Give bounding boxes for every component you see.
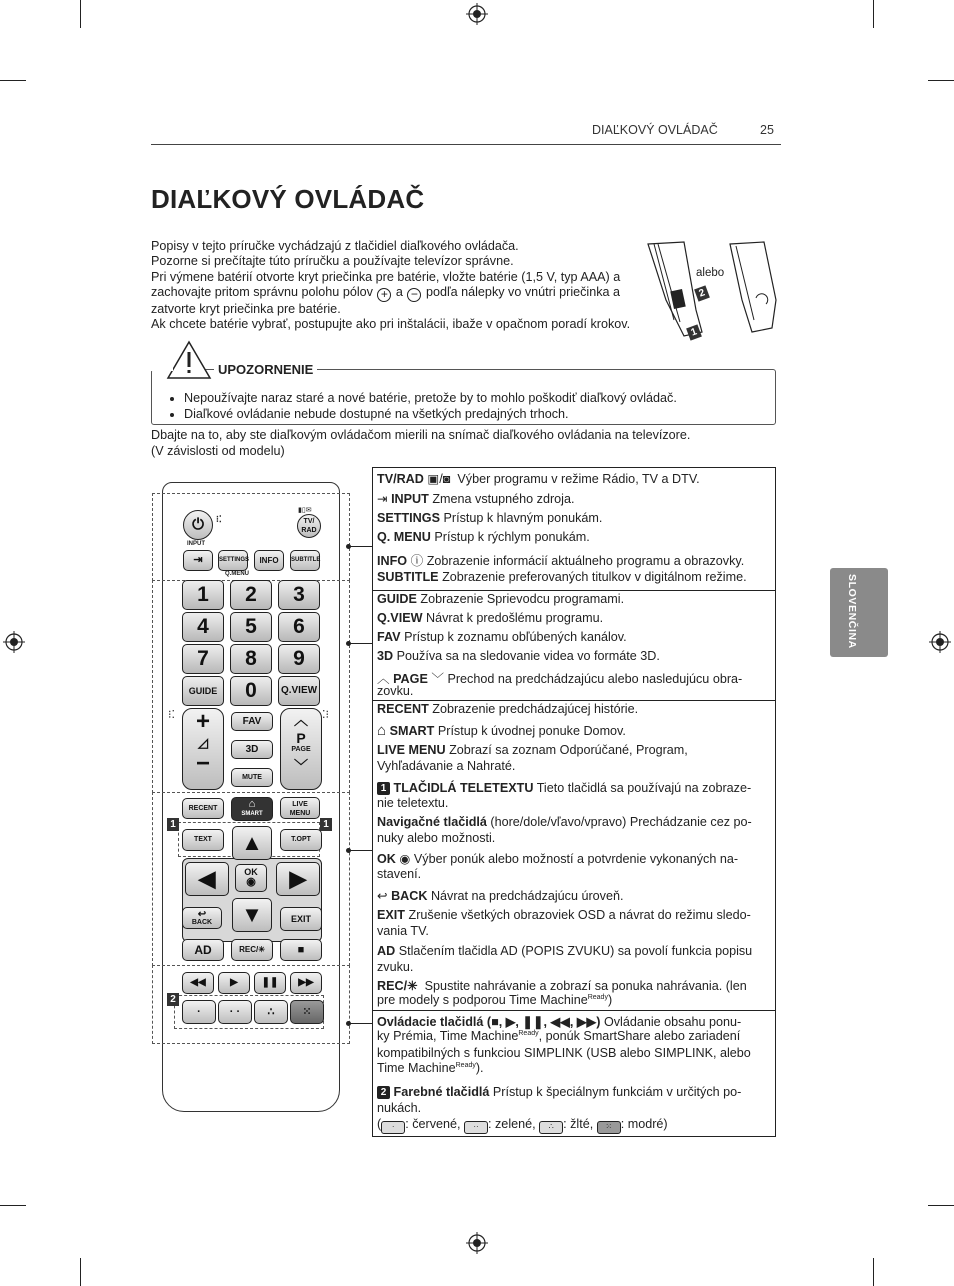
desc-line (377, 1014, 741, 1029)
desc-text: Zmena vstupného zdroja. (432, 492, 575, 506)
back-label: BACK (191, 919, 213, 926)
ad-button[interactable]: AD (182, 939, 224, 961)
desc-key: AD (377, 944, 396, 958)
registration-mark-icon (466, 3, 488, 25)
desc-text: Zobrazenie Sprievodcu programami. (420, 592, 625, 606)
desc-key: INPUT (391, 492, 429, 506)
play-button[interactable]: ▶ (218, 972, 250, 994)
info-button[interactable]: INFO (254, 550, 284, 571)
plus-pole-icon: + (377, 288, 391, 302)
desc-line: nuky alebo možnosti. (377, 831, 496, 845)
description-section-2 (373, 590, 775, 701)
number-key-2[interactable]: 2 (230, 580, 272, 610)
exit-button[interactable]: EXIT (280, 907, 322, 931)
desc-line: nie teletextu. (377, 796, 449, 810)
leader-line (348, 546, 372, 547)
up-arrow-button[interactable]: ▲ (232, 826, 272, 860)
number-key-6[interactable]: 6 (278, 612, 320, 642)
desc-key: Q. MENU (377, 530, 431, 544)
desc-text: Zobrazenie predchádzajúcej histórie. (432, 702, 639, 716)
page-number: 25 (760, 123, 774, 137)
desc-text: pre modely s podporou Time Machine (377, 993, 588, 1007)
desc-line (377, 743, 688, 757)
dots-icon: ⁝⁚ (168, 709, 175, 721)
number-key-4[interactable]: 4 (182, 612, 224, 642)
desc-line: pre modely s podporou Time Machine$^{Ready}$) (377, 993, 613, 1007)
desc-line: Time Machine$^{Ready}$). (377, 1061, 484, 1075)
volume-slope-icon: ◿ (198, 735, 208, 750)
leader-dot (346, 544, 351, 549)
desc-line: Vyhľadávanie a Nahraté. (377, 759, 516, 773)
text-button[interactable]: TEXT (182, 829, 224, 851)
ok-label: OK (244, 867, 258, 877)
desc-text: Prístup k úvodnej ponuke Domov. (437, 724, 626, 738)
number-key-0[interactable]: 0 (230, 676, 272, 706)
description-section-4 (373, 1010, 775, 1137)
info-icon: ⓘ (410, 554, 424, 568)
power-button[interactable]: ⏻ (183, 510, 213, 540)
registration-mark-icon (929, 631, 951, 653)
desc-text: Výber ponúk alebo možností a potvrdenie vykonaných na- (413, 852, 739, 866)
yellow-button[interactable]: ∴ (254, 1000, 288, 1024)
desc-key: OK (377, 852, 396, 866)
button-description-table (372, 467, 776, 1137)
crop-mark (0, 1205, 26, 1206)
tv-radio-icon: ▮▯✉ (298, 507, 312, 514)
desc-text: Stlačením tlačidla AD (POPIS ZVUKU) sa povolí funkcia popisu (398, 944, 753, 958)
desc-key: RECENT (377, 702, 429, 716)
right-arrow-button[interactable]: ▶ (276, 862, 320, 896)
crop-mark (0, 80, 26, 81)
callout-number: 1 (377, 782, 390, 795)
number-key-8[interactable]: 8 (230, 644, 272, 674)
desc-text: Prechod na predchádzajúcu alebo nasledujúcu obra- (447, 672, 743, 686)
crop-mark (928, 80, 954, 81)
caution-divider (272, 362, 782, 363)
note-line: Dbajte na to, aby ste diaľkovým ovládačom mierili na snímač diaľkového ovládania na televízore. (151, 428, 691, 442)
desc-line: stavení. (377, 867, 422, 881)
desc-line (377, 511, 602, 525)
caution-item: • Diaľkové ovládanie nebude dostupné na všetkých predajných trhoch. (184, 406, 677, 422)
desc-key: TV/RAD (377, 472, 424, 486)
desc-key: TLAČIDLÁ TELETEXTU (393, 781, 534, 795)
desc-line (377, 1085, 741, 1099)
crop-mark (928, 1205, 954, 1206)
warning-icon (166, 340, 212, 380)
desc-line (377, 550, 744, 569)
yellow-key-icon: ∴ (539, 1121, 563, 1134)
desc-line (377, 668, 742, 687)
desc-line (377, 908, 751, 922)
remote-group-1 (152, 493, 350, 581)
desc-text: : červené, (405, 1117, 461, 1131)
ok-button[interactable] (235, 864, 267, 892)
desc-key: SETTINGS (377, 511, 440, 525)
leader-line (348, 850, 372, 851)
desc-line (377, 471, 700, 486)
qmenu-label: Q.MENU (225, 571, 249, 577)
rewind-button[interactable]: ◀◀ (182, 972, 214, 994)
desc-text: Návrat k predošlému programu. (425, 611, 604, 625)
note-line: (V závislosti od modelu) (151, 443, 285, 458)
intro-text (151, 239, 661, 332)
desc-key: FAV (377, 630, 401, 644)
intro-line: Popisy v tejto príručke vychádzajú z tlačidiel diaľkového ovládača. (151, 239, 519, 253)
ready-superscript: Ready (518, 1029, 539, 1037)
desc-text: Prístup k rýchlym ponukám. (434, 530, 590, 544)
desc-line (377, 649, 660, 663)
chevron-down-icon: ﹀ (431, 672, 444, 686)
desc-key: Farebné tlačidlá (393, 1085, 490, 1099)
crop-mark (873, 0, 874, 28)
desc-key: GUIDE (377, 592, 417, 606)
chevron-down-icon: ﹀ (294, 758, 308, 774)
description-section-3 (373, 700, 775, 1011)
volume-up-icon: + (195, 708, 210, 735)
desc-line (377, 592, 624, 606)
intro-line: Pri výmene batérií otvorte kryt priečinka pre batérie, vložte batérie (1,5 V, typ AAA) a (151, 269, 621, 284)
dots-icon: ⁚⁝ (322, 709, 329, 721)
mute-button[interactable]: MUTE (231, 768, 273, 787)
green-key-icon: ·· (464, 1121, 488, 1134)
desc-key: SUBTITLE (377, 570, 439, 584)
running-header: DIAĽKOVÝ OVLÁDAČ (592, 123, 718, 137)
intro-fragment: a (395, 284, 403, 299)
crop-mark (873, 1258, 874, 1286)
desc-key: BACK (391, 889, 428, 903)
language-tab (830, 568, 888, 657)
desc-text: Zrušenie všetkých obrazoviek OSD a návrat do režimu sledo- (408, 908, 751, 922)
desc-line (377, 944, 752, 958)
number-key-1[interactable]: 1 (182, 580, 224, 610)
back-button[interactable] (182, 907, 222, 929)
desc-line: kompatibilných s funkciou SIMPLINK (USB alebo SIMPLINK, alebo (377, 1046, 751, 1060)
pause-button[interactable]: ❚❚ (254, 972, 286, 994)
home-icon: ⌂ (377, 722, 387, 739)
green-button[interactable]: · · (218, 1000, 252, 1024)
ok-target-icon: ◉ (246, 876, 256, 888)
subtitle-button[interactable]: SUBTITLE (290, 550, 320, 571)
desc-key: Navigačné tlačidlá (377, 815, 487, 829)
left-arrow-button[interactable]: ◀ (185, 862, 229, 896)
page-rocker[interactable] (280, 708, 322, 790)
step-badge: 2 (694, 285, 710, 301)
desc-text: Prístup k zoznamu obľúbených kanálov. (404, 630, 627, 644)
callout-badge-2: 2 (167, 993, 179, 1006)
chevron-up-icon: ︿ (294, 712, 308, 728)
desc-line (377, 1029, 740, 1043)
input-icon: ⇥ (377, 492, 388, 506)
caution-box (151, 362, 776, 425)
intro-line: Ak chcete batérie vybrať, postupujte ako pri inštalácii, ibaže v opačnom poradí krokov. (151, 317, 631, 332)
tv-radio-icon: ▣/◙ (427, 472, 451, 486)
leader-dot (346, 1021, 351, 1026)
desc-text: : žlté, (563, 1117, 594, 1131)
desc-line (377, 611, 603, 625)
leader-dot (346, 641, 351, 646)
blue-button[interactable]: ⁙ (290, 1000, 324, 1024)
page-label: PAGE (291, 746, 311, 753)
rec-button[interactable]: REC/✳ (231, 939, 273, 961)
desc-line (377, 570, 747, 584)
smart-label: SMART (241, 811, 263, 817)
battery-illustration (644, 240, 778, 344)
desc-text: : zelené, (488, 1117, 536, 1131)
leader-line (348, 643, 372, 644)
stop-button[interactable]: ■ (280, 939, 322, 961)
desc-key: PAGE (393, 672, 428, 686)
dots-icon: ⁝⁚ (216, 514, 222, 524)
step-badge: 1 (686, 324, 702, 340)
desc-line (377, 491, 574, 506)
desc-line (377, 530, 590, 544)
intro-fragment: zachovajte pritom správnu polohu pólov (151, 284, 373, 299)
minus-pole-icon: − (407, 288, 421, 302)
blue-key-icon: ⁙ (597, 1121, 621, 1134)
program-label: P (296, 730, 306, 746)
crop-mark (80, 1258, 81, 1286)
desc-text: , ponúk SmartShare alebo zariadení (538, 1029, 741, 1043)
header-rule (151, 144, 781, 145)
battery-alebo-label: alebo (696, 267, 725, 279)
desc-text: Zobrazí sa zoznam Odporúčané, Program, (449, 743, 688, 757)
desc-text: Výber programu v režime Rádio, TV a DTV. (457, 472, 700, 486)
page-title: DIAĽKOVÝ OVLÁDAČ (151, 184, 425, 214)
ready-superscript: Ready (587, 993, 608, 1001)
registration-mark-icon (3, 631, 25, 653)
desc-line (377, 888, 623, 903)
desc-text: Prístup k špeciálnym funkciám v určitých po- (492, 1085, 742, 1099)
desc-key: INFO (377, 554, 408, 568)
desc-line (377, 781, 751, 795)
desc-line (377, 630, 627, 644)
description-section-1 (373, 468, 775, 590)
down-arrow-button[interactable]: ▼ (232, 898, 272, 932)
desc-line: vania TV. (377, 924, 429, 938)
desc-text: Návrat na predchádzajúcu úroveň. (430, 889, 624, 903)
language-tab-label: SLOVENČINA (846, 574, 858, 649)
volume-rocker[interactable] (182, 708, 224, 790)
desc-text: (hore/dole/vľavo/vpravo) Prechádzanie cez po- (490, 815, 752, 829)
desc-text: Zobrazenie preferovaných titulkov v digitálnom režime. (442, 570, 747, 584)
home-icon: ⌂ (248, 798, 256, 810)
caution-list (152, 390, 677, 422)
leader-line (348, 1023, 372, 1024)
desc-line: zvuku. (377, 960, 414, 974)
callout-badge-1: 1 (320, 818, 332, 831)
intro-line: zatvorte kryt priečinka pre batérie. (151, 301, 341, 316)
volume-down-icon: − (195, 750, 210, 777)
callout-badge-1: 1 (167, 818, 179, 831)
desc-text: Používa sa na sledovanie videa vo formáte 3D. (396, 649, 660, 663)
desc-text: Tieto tlačidlá sa používajú na zobraze- (536, 781, 752, 795)
leader-dot (346, 848, 351, 853)
desc-key: Ovládacie tlačidlá (377, 1015, 484, 1029)
intro-fragment: podľa nálepky vo vnútri priečinka a (425, 284, 621, 299)
desc-key: 3D (377, 649, 394, 663)
intro-line: Pozorne si prečítajte túto príručku a používajte televízor správne. (151, 254, 514, 269)
desc-text: Spustite nahrávanie a zobrazí sa ponuka nahrávania. (len (424, 979, 747, 993)
intro-line (151, 285, 661, 302)
3d-button[interactable]: 3D (231, 740, 273, 759)
desc-text: ky Prémia, Time Machine (377, 1029, 519, 1043)
red-key-icon: · (381, 1121, 405, 1134)
desc-key: Q.VIEW (377, 611, 423, 625)
desc-line (377, 815, 752, 829)
input-button[interactable]: ⇥ (183, 550, 213, 571)
desc-line: zovku. (377, 684, 414, 698)
number-key-5[interactable]: 5 (230, 612, 272, 642)
desc-text: Ovládanie obsahu ponu- (603, 1015, 742, 1029)
fast-forward-button[interactable]: ▶▶ (290, 972, 322, 994)
desc-text: Prístup k hlavným ponukám. (443, 511, 603, 525)
caution-title: UPOZORNENIE (214, 362, 317, 377)
desc-line: nukách. (377, 1101, 422, 1115)
settings-button[interactable]: SETTINGS (218, 550, 248, 571)
note-text (151, 428, 690, 459)
back-icon: ↩ (197, 909, 207, 920)
desc-text: Zobrazenie informácií aktuálneho programu a obrazovky. (426, 554, 745, 568)
desc-line: ( · : červené, ·· : zelené, ∴ : žlté, ⁙ : modré) (377, 1117, 668, 1134)
back-icon: ↩ (377, 889, 388, 903)
input-label: INPUT (187, 541, 205, 547)
chevron-up-icon: ︿ (377, 672, 390, 686)
caution-gap (151, 368, 173, 371)
smart-button[interactable] (231, 797, 273, 821)
registration-mark-icon (466, 1232, 488, 1254)
red-button[interactable]: · (182, 1000, 216, 1024)
desc-line (377, 978, 747, 993)
qview-button[interactable]: Q.VIEW (278, 676, 320, 706)
live-menu-button[interactable]: LIVE MENU (280, 797, 320, 819)
number-key-7[interactable]: 7 (182, 644, 224, 674)
desc-key: LIVE MENU (377, 743, 446, 757)
topt-button[interactable]: T.OPT (280, 829, 322, 851)
caution-item: • Nepoužívajte naraz staré a nové batérie, pretože by to mohlo poškodiť diaľkový ovládač. (184, 390, 677, 406)
number-key-9[interactable]: 9 (278, 644, 320, 674)
desc-line (377, 851, 738, 866)
crop-mark (80, 0, 81, 28)
ready-superscript: Ready (455, 1061, 476, 1069)
desc-text: : modré) (620, 1117, 668, 1131)
number-key-3[interactable]: 3 (278, 580, 320, 610)
fav-button[interactable]: FAV (231, 712, 273, 731)
guide-button[interactable]: GUIDE (182, 676, 224, 706)
desc-line (377, 722, 626, 739)
desc-key: EXIT (377, 908, 405, 922)
desc-line (377, 702, 638, 716)
desc-key: REC/✳ (377, 979, 418, 993)
desc-key: SMART (389, 724, 435, 738)
ok-target-icon: ◉ (399, 852, 411, 866)
recent-button[interactable]: RECENT (182, 798, 224, 819)
callout-number: 2 (377, 1086, 390, 1099)
playback-symbols: (■, ▶, ❚❚, ◀◀, ▶▶) (486, 1015, 601, 1029)
tv-rad-button[interactable]: TV/ RAD (297, 514, 321, 538)
desc-text: Time Machine (377, 1061, 456, 1075)
